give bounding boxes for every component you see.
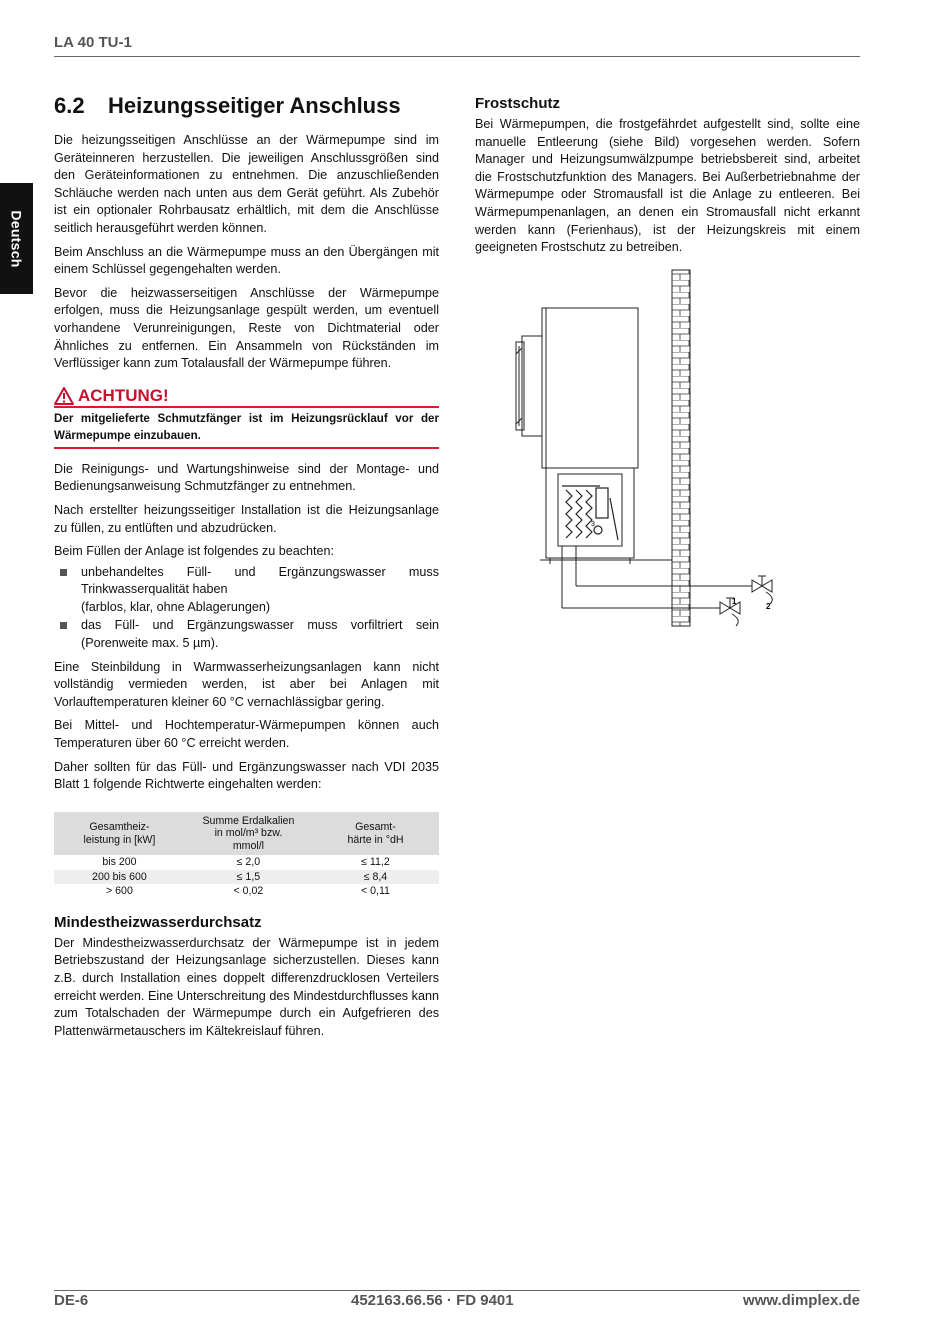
warning-text: Der mitgelieferte Schmutzfänger ist im Heizungsrücklauf vor der Wärmepumpe einzubauen. <box>54 411 439 442</box>
paragraph: Beim Anschluss an die Wärmepumpe muss an den Übergängen mit einem Schlüssel gegengehalten werden. <box>54 244 439 277</box>
right-column <box>475 94 860 263</box>
list-item-text: das Füll- und Ergänzungswasser muss vorfiltriert sein (Porenweite max. 5 µm). <box>81 618 439 651</box>
subsection-title: Frostschutz <box>475 95 561 112</box>
table-cell: ≤ 8,4 <box>312 870 439 885</box>
table-row <box>54 884 439 899</box>
header-rule <box>54 56 860 57</box>
section-heading <box>54 92 439 120</box>
water-values-table <box>54 812 439 899</box>
footer-url: www.dimplex.de <box>743 1292 860 1309</box>
table-row <box>54 855 439 870</box>
section-title: Heizungsseitiger Anschluss <box>108 93 401 118</box>
paragraph: Eine Steinbildung in Warmwasserheizungsanlagen kann nicht vollständig vermieden werden, ist aber bei Anlagen mit Vorlauftemperaturen kleiner 60 °C vernachlässigbar gering. <box>54 659 439 709</box>
figure-label: 1 <box>732 597 737 606</box>
figure-label: 3 <box>591 521 595 528</box>
table-header: Gesamt- härte in °dH <box>312 812 439 856</box>
paragraph: Die heizungsseitigen Anschlüsse an der Wärmepumpe sind im Geräteinneren herzustellen. Die jeweiligen Anschlussgrößen sind den Geräteinformationen zu entnehmen. Die anzuschließenden Schläuche werden nach unten aus dem Gerät geführt. Als Zubehör ist ein optionaler Rohrbausatz erhältlich, mit dem die Anschlüsse seitlich herausgeführt werden können. <box>54 133 439 235</box>
left-column <box>54 92 439 1046</box>
drainage-diagram <box>500 268 790 630</box>
warning-title: ACHTUNG! <box>78 385 169 405</box>
paragraph: Nach erstellter heizungsseitiger Installation ist die Heizungsanlage zu füllen, zu entlüften und abzudrücken. <box>54 502 439 535</box>
table-header: Gesamtheiz- leistung in [kW] <box>54 812 185 856</box>
paragraph: Die Reinigungs- und Wartungshinweise sind der Montage- und Bedienungsanweisung Schmutzfänger zu entnehmen. <box>54 461 439 494</box>
brick-wall <box>672 270 690 626</box>
footer-page-number: DE-6 <box>54 1292 89 1309</box>
warning-rule-bottom <box>54 447 439 449</box>
table-cell: < 0,11 <box>360 885 390 898</box>
paragraph: Der Mindestheizwasserdurchsatz der Wärmepumpe ist in jedem Betriebszustand der Heizungsanlage sicherzustellen. Dieses kann z.B. durch Installation eines doppelt differenzdrucklosen Verteilers erreicht werden. Eine Unterschreitung des Mindestdurchflusses kann zum Totalschaden der Wärmepumpe durch ein Aufgefrieren des Plattenwärmetauschers im Kältekreislauf führen. <box>54 935 439 1038</box>
table-cell: bis 200 <box>102 856 137 869</box>
header-title: LA 40 TU-1 <box>54 34 132 51</box>
list-item-text: unbehandeltes Füll- und Ergänzungswasser muss Trinkwasserqualität haben <box>81 564 439 597</box>
warning-icon <box>54 387 74 405</box>
warning-box <box>54 387 439 449</box>
section-number: 6.2 <box>54 93 85 118</box>
drain-valve-1 <box>720 598 740 626</box>
drain-valve-2 <box>752 576 772 604</box>
paragraph: Beim Füllen der Anlage ist folgendes zu beachten: <box>54 544 335 559</box>
paragraph: Bei Wärmepumpen, die frostgefährdet aufgestellt sind, sollte eine manuelle Entleerung (siehe Bild) vorgesehen werden. Sofern Manager und Heizungsumwälzpumpe betriebsbereit sind, arbeitet die Frostschutzfunktion des Managers. Bei Außerbetriebnahme der Wärmepumpe oder Stromausfall ist die Anlage zu entleeren. Bei Wärmepumpenanlagen, an denen ein Stromausfall nicht erkannt werden kann (Ferienhaus), ist der Heizungskreis mit einem geeigneten Frostschutz zu betreiben. <box>475 117 860 255</box>
list-item <box>54 564 439 617</box>
warning-rule-top <box>54 406 439 408</box>
paragraph: Daher sollten für das Füll- und Ergänzungswasser nach VDI 2035 Blatt 1 folgende Richtwerte eingehalten werden: <box>54 759 439 792</box>
list-item <box>54 617 439 652</box>
table-cell: ≤ 11,2 <box>361 856 390 869</box>
table-cell: ≤ 2,0 <box>236 856 261 869</box>
table-row <box>54 870 439 885</box>
language-tab <box>0 183 33 294</box>
footer-rule <box>54 1290 860 1291</box>
paragraph: Bei Mittel- und Hochtemperatur-Wärmepumpen können auch Temperaturen über 60 °C erreicht werden. <box>54 718 439 751</box>
warning-header <box>54 387 439 405</box>
table-header: Summe Erdalkalien in mol/m³ bzw. mmol/l <box>185 812 312 856</box>
bullet-square-icon <box>60 569 67 576</box>
table-cell: ≤ 1,5 <box>185 870 312 885</box>
footer-document-id: 452163.66.56 · FD 9401 <box>351 1292 514 1309</box>
paragraph: Bevor die heizwasserseitigen Anschlüsse der Wärmepumpe erfolgen, muss die Heizungsanlage gespült werden, um eventuell vorhandene Verunreinigungen, Reste von Dichtmaterial oder Ähnliches zu entfernen. Ein Ansammeln von Rückständen im Verflüssiger kann zum Totalausfall der Wärmepumpe führen. <box>54 285 439 371</box>
table-cell: 200 bis 600 <box>54 870 185 885</box>
heat-exchanger <box>562 486 618 540</box>
language-tab-label: Deutsch <box>8 209 25 268</box>
subsection-title: Mindestheizwasserdurchsatz <box>54 913 262 931</box>
figure-label: 2 <box>766 602 771 611</box>
list-item-subtext: (farblos, klar, ohne Ablagerungen) <box>81 599 271 614</box>
bullet-list <box>54 564 439 653</box>
table-cell: < 0,02 <box>233 885 264 898</box>
bullet-square-icon <box>60 622 67 629</box>
table-cell: > 600 <box>106 885 133 898</box>
pipe-lines <box>562 546 752 608</box>
